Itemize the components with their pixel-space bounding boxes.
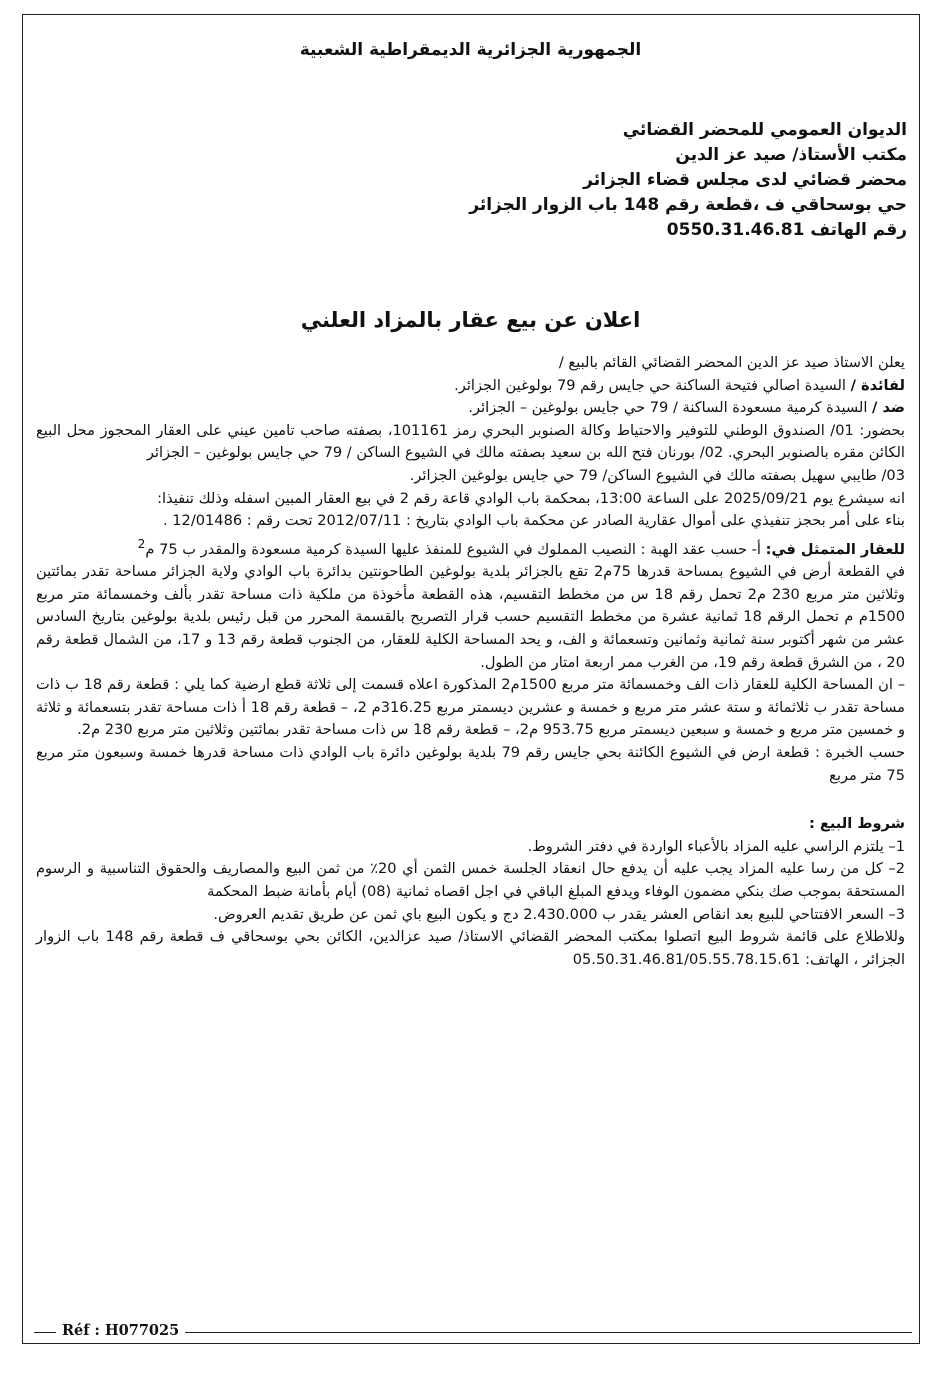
defendant-text: السيدة كرمية مسعودة الساكنة / 79 حي جايس بولوغين – الجزائر. (468, 399, 873, 417)
page-title: اعلان عن بيع عقار بالمزاد العلني (300, 308, 641, 332)
defendant-paragraph (36, 397, 905, 420)
office-line-4: حي بوسحاقي ف ،قطعة رقم 148 باب الزوار الجزائر (469, 195, 907, 215)
bailiff-office-block (267, 118, 907, 243)
spacer (36, 787, 905, 813)
plot-description-paragraph: في القطعة أرض في الشيوع بمساحة قدرها 75م2 تقع بالجزائر بلدية بولوغين الطاحونتين بدائرة باب الوادي ولاية الجزائر مساحة تقدر بمائتين وثلاثين متر مربع 230 م2 تحمل رقم 18 س من مخطط التقسيم، هذه القطعة مأخوذة من ملكية ذات مساحة تقدر بألف وخمسمائة متر مربع 1500م م تحمل الرقم 18 ثمانية عشرة من مخطط التقسيم حسب قرار التصريح بالقسمة المحرر من قبل رئيس بلدية بولوغين بتاريخ السادس عشر من شهر أكتوبر سنة ثمانية وثمانين وتسعمائة و الف، و يحد المساحة الكلية للعقار، من الجنوب قطعة رقم 13 و 17، من الشمال قطعة رقم 20 ، من الشرق قطعة رقم 19، من الغرب ممر اربعة امتار من الطول. (36, 563, 905, 671)
beneficiary-paragraph (36, 375, 905, 398)
condition-2: 2– كل من رسا عليه المزاد يجب عليه أن يدفع حال انعقاد الجلسة خمس الثمن أي 20٪ من ثمن البيع والمصاريف والحقوق التناسبية و الرسوم المستحقة بموجب صك بنكي مضمون الوفاء ويدفع المبلغ الباقي في اجل اقصاه ثمانية (08) أيام بأمانة ضبط المحكمة (36, 860, 905, 900)
republic-heading: الجمهورية الجزائرية الديمقراطية الشعبية (299, 40, 642, 60)
seizure-order-paragraph: بناء على أمر بحجز تنفيذي على أموال عقارية الصادر عن محكمة باب الوادي بتاريخ : 2012/07/11 تحت رقم : 12/01486 . (162, 512, 905, 530)
reference-number: Réf : H077025 (56, 1322, 185, 1339)
condition-3: 3– السعر الافتتاحي للبيع بعد انقاص العشر يقدر ب 2.430.000 دج و يكون البيع باي ثمن عن طريق تقديم العروض. (213, 905, 905, 923)
office-line-1: الديوان العمومي للمحضر القضائي (622, 120, 907, 140)
reference-footer (26, 1322, 916, 1342)
defendant-label: ضد / (872, 399, 905, 417)
conditions-heading: شروط البيع : (808, 815, 905, 833)
intro-paragraph: يعلن الاستاذ صيد عز الدين المحضر القضائي القائم بالبيع / (558, 354, 905, 371)
condition-1: 1– يلتزم الراسي عليه المزاد بالأعباء الواردة في دفتر الشروط. (527, 837, 905, 855)
area-superscript: 2 (137, 536, 146, 551)
office-line-3: محضر قضائي لدى مجلس قضاء الجزائر (583, 170, 907, 190)
total-area-paragraph: – ان المساحة الكلية للعقار ذات الف وخمسمائة متر مربع 1500م2 المذكورة اعلاه قسمت إلى ثلاثة قطع ارضية كما يلي : قطعة رقم 18 ب ذات مساحة تقدر ب ثلاثمائة و ستة عشر متر مربع و خمسة و عشرين ديسمتر مربع 316.25م 2، – قطعة رقم 18 أ ذات مساحة تقدر بتسعمائة و ثلاثة و خمسين متر مربع و خمسة و سبعين ديسمتر مربع 953.75 م2، – قطعة رقم 18 س ذات مساحة تقدر بمائتين وثلاثين متر مربع 230 م2. (36, 676, 906, 739)
office-line-2: مكتب الأستاذ/ صيد عز الدين (675, 145, 907, 165)
auction-date-paragraph: انه سيشرع يوم 2025/09/21 على الساعة 13:00، بمحكمة باب الوادي قاعة رقم 2 في بيع العقار المبين اسفله وذلك تنفيذا: (157, 489, 905, 507)
presence-paragraph: بحضور: 01/ الصندوق الوطني للتوفير والاحتياط وكالة الصنوبر البحري رمز 101161، بصفته صاحب تامين عيني على العقار المحجوز محل البيع الكائن مقره بالصنوبر البحري. 02/ بورنان فتح الله بن سعيد بصفته مالك في الشيوع الساكن / 79 حي جايس بولوغين – الجزائر (36, 421, 905, 462)
expertise-paragraph: حسب الخبرة : قطعة ارض في الشيوع الكائنة بحي جايس رقم 79 بلدية بولوغين دائرة باب الوادي ذات مساحة قدرها خمسة وسبعون متر مربع 75 متر مربع (36, 743, 905, 784)
office-line-5: رقم الهاتف 0550.31.46.81 (666, 220, 907, 240)
beneficiary-label: لفائدة / (850, 376, 905, 394)
property-paragraph (36, 533, 905, 561)
announcement-body (36, 352, 905, 971)
contact-paragraph: وللاطلاع على قائمة شروط البيع اتصلوا بمكتب المحضر القضائي الاستاذ/ صيد عزالدين، الكائن بحي بوسحاقي ف قطعة رقم 148 باب الزوار الجزائر ، الهاتف: 05.50.31.46.81/05.55.78.15.61 (36, 928, 905, 968)
beneficiary-text: السيدة اصالي فتيحة الساكنة حي جايس رقم 79 بولوغين الجزائر. (454, 376, 851, 394)
presence-paragraph-3: 03/ طايبي سهيل بصفته مالك في الشيوع الساكن/ 79 حي جايس بولوغين الجزائر. (409, 466, 905, 484)
property-label: للعقار المتمثل في: (765, 540, 905, 558)
property-text: أ- حسب عقد الهبة : النصيب المملوك في الشيوع للمنفذ عليها السيدة كرمية مسعودة والمقدر ب 75 م (145, 540, 766, 558)
